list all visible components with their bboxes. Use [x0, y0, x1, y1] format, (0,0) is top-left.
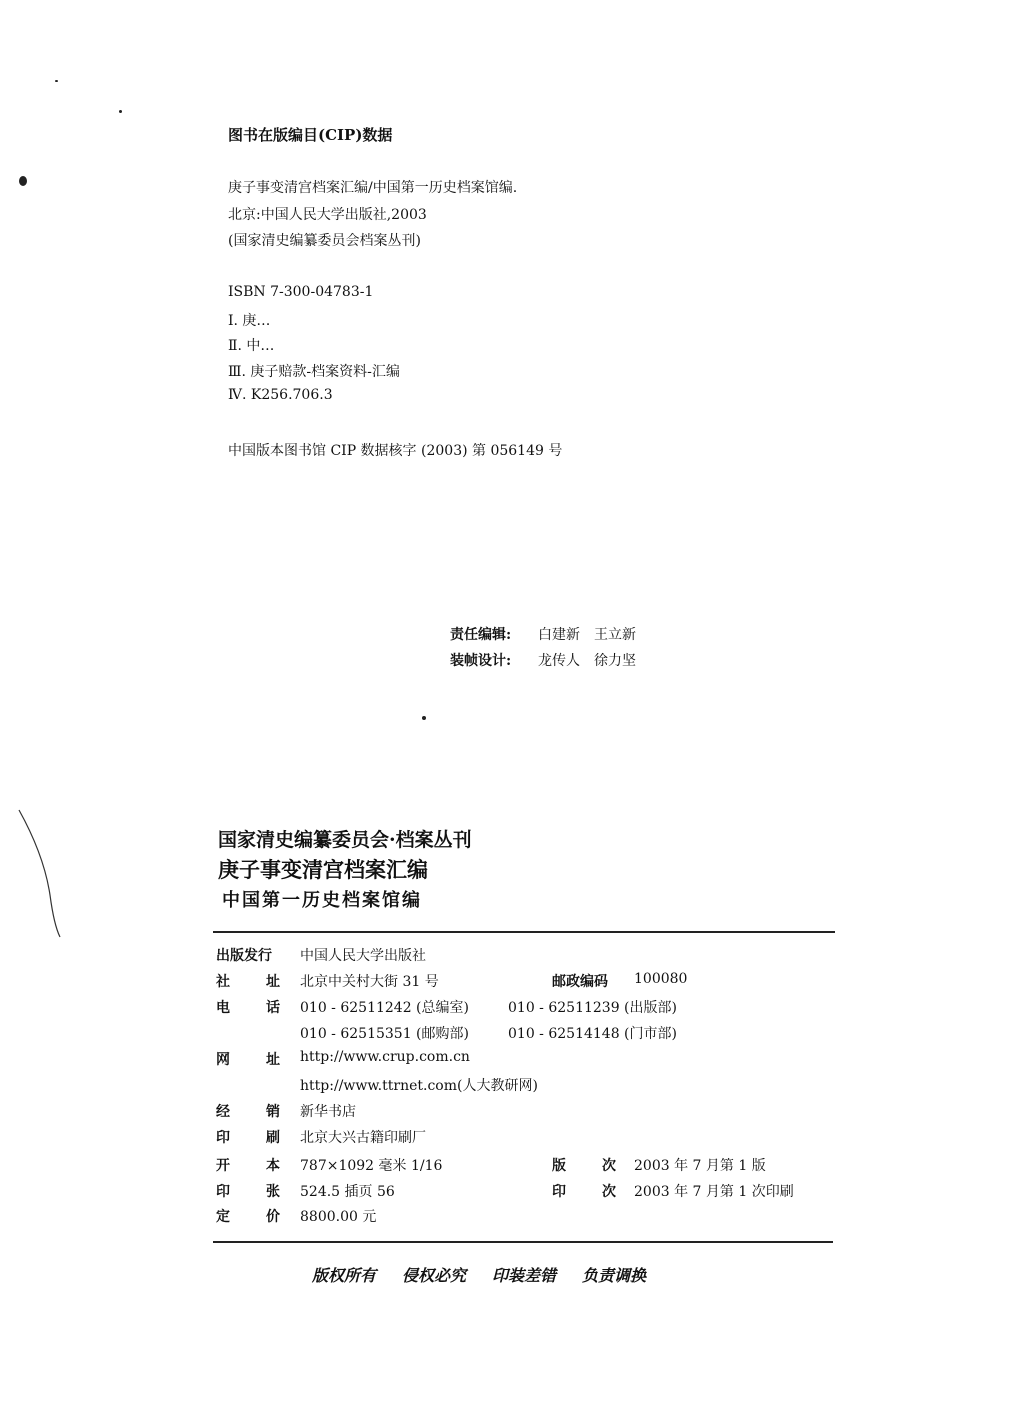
scan-mark [14, 805, 64, 945]
phone-row-2 [216, 1023, 816, 1043]
format-label: 开 本 [216, 1158, 280, 1174]
sheets-label: 印 张 [216, 1184, 280, 1200]
price-value: 8800.00 元 [300, 1209, 377, 1225]
phone-editorial: 010 - 62511242 (总编室) [300, 1000, 469, 1016]
publisher-label: 出版发行 [216, 948, 272, 964]
scan-speck [119, 110, 122, 113]
publisher-value: 中国人民大学出版社 [300, 948, 426, 964]
bottom-rule [213, 1241, 833, 1243]
format-row [216, 1155, 816, 1175]
postcode-value: 100080 [634, 971, 688, 987]
impression-value: 2003 年 7 月第 1 次印刷 [634, 1184, 794, 1200]
credit-editor-names: 白建新 王立新 [538, 627, 636, 643]
copyright-print-error: 印装差错 [492, 1266, 557, 1285]
printer-label: 印 刷 [216, 1130, 280, 1146]
website-row-1 [216, 1049, 816, 1069]
cip-series-line: (国家清史编纂委员会档案丛刊) [228, 233, 421, 249]
distributor-value: 新华书店 [300, 1104, 356, 1120]
format-value: 787×1092 毫米 1/16 [300, 1158, 443, 1174]
cip-classification-4: Ⅳ. K256.706.3 [228, 387, 333, 403]
address-row [216, 971, 816, 991]
edition-value: 2003 年 7 月第 1 版 [634, 1158, 766, 1174]
scan-speck [19, 176, 27, 186]
book-title: 庚子事变清宫档案汇编 [218, 857, 428, 882]
sheets-value: 524.5 插页 56 [300, 1184, 395, 1200]
scan-speck [422, 716, 426, 720]
distributor-row [216, 1101, 816, 1121]
cip-publication-line: 北京:中国人民大学出版社,2003 [228, 207, 427, 223]
top-rule [213, 931, 835, 933]
cip-classification-3: Ⅲ. 庚子赔款-档案资料-汇编 [228, 364, 400, 380]
phone-label: 电 话 [216, 1000, 280, 1016]
credit-design-label: 装帧设计: [450, 653, 512, 669]
book-compiler: 中国第一历史档案馆编 [222, 890, 422, 911]
address-value: 北京中关村大街 31 号 [300, 974, 439, 990]
price-row [216, 1206, 816, 1226]
website-row-2 [216, 1075, 816, 1095]
publisher-row [216, 945, 816, 965]
copyright-all-rights: 版权所有 [312, 1266, 377, 1285]
cip-isbn: ISBN 7-300-04783-1 [228, 284, 374, 300]
address-label: 社 址 [216, 974, 280, 990]
cip-title-line: 庚子事变清宫档案汇编/中国第一历史档案馆编. [228, 180, 518, 196]
copyright-infringement: 侵权必究 [402, 1266, 467, 1285]
series-title: 国家清史编纂委员会·档案丛刊 [218, 829, 472, 851]
edition-label: 版 次 [552, 1158, 616, 1174]
website-url-1: http://www.crup.com.cn [300, 1049, 470, 1065]
credit-editor [450, 624, 636, 644]
phone-publishing: 010 - 62511239 (出版部) [508, 1000, 677, 1016]
cip-classification-1: Ⅰ. 庚… [228, 313, 271, 329]
credit-editor-label: 责任编辑: [450, 627, 512, 643]
phone-mail-order: 010 - 62515351 (邮购部) [300, 1026, 469, 1042]
cip-title: 图书在版编目(CIP)数据 [228, 126, 393, 144]
distributor-label: 经 销 [216, 1104, 280, 1120]
impression-label: 印 次 [552, 1184, 616, 1200]
website-label: 网 址 [216, 1052, 280, 1068]
printer-row [216, 1127, 816, 1147]
printer-value: 北京大兴古籍印刷厂 [300, 1130, 426, 1146]
copyright-exchange: 负责调换 [582, 1266, 647, 1285]
credit-design [450, 650, 636, 670]
price-label: 定 价 [216, 1209, 280, 1225]
postcode-label: 邮政编码 [552, 974, 608, 990]
sheets-row [216, 1181, 816, 1201]
cip-classification-2: Ⅱ. 中… [228, 338, 275, 354]
phone-retail: 010 - 62514148 (门市部) [508, 1026, 677, 1042]
website-url-2: http://www.ttrnet.com(人大教研网) [300, 1078, 538, 1094]
phone-row-1 [216, 997, 816, 1017]
cip-verification-number: 中国版本图书馆 CIP 数据核字 (2003) 第 056149 号 [228, 443, 563, 459]
scan-speck [55, 80, 58, 82]
copyright-notice [312, 1263, 672, 1286]
credit-design-names: 龙传人 徐力坚 [538, 653, 636, 669]
